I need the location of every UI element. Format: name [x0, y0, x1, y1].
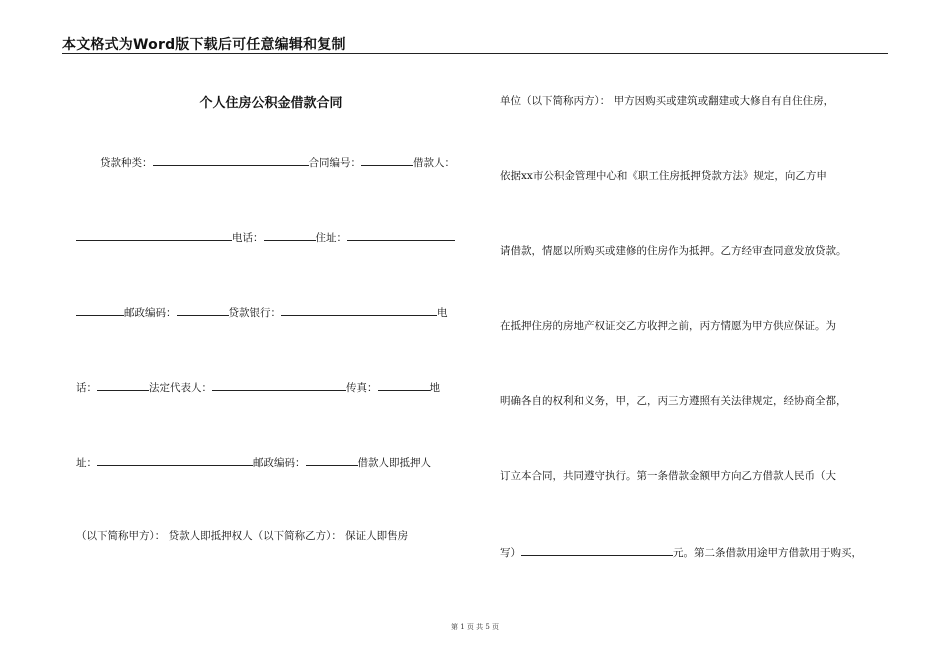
- blank-fax[interactable]: [378, 379, 430, 391]
- left-line-5: [76, 454, 431, 470]
- right-line-1: 单位（以下简称丙方）： 甲方因购买或建筑或翻建或大修自有自住住房，: [500, 95, 835, 107]
- left-line-2: [76, 229, 455, 245]
- page-header: 本文格式为Word版下载后可任意编辑和复制: [62, 37, 346, 53]
- document-title: 个人住房公积金借款合同: [199, 96, 343, 111]
- left-line-1: [100, 154, 455, 170]
- blank-borrower[interactable]: [76, 229, 232, 241]
- label-lending-bank: 贷款银行：: [228, 307, 281, 319]
- label-addr-part2: 址：: [76, 457, 97, 469]
- blank-bank-postcode[interactable]: [306, 454, 358, 466]
- blank-phone[interactable]: [264, 229, 316, 241]
- left-line-4: [76, 379, 440, 395]
- blank-loan-type[interactable]: [153, 154, 309, 166]
- header-divider: [62, 53, 888, 54]
- right-line-4: 在抵押住房的房地产权证交乙方收押之前，丙方情愿为甲方供应保证。为: [500, 320, 836, 332]
- label-phone: 电话：: [232, 232, 264, 244]
- right-line-5: 明确各自的权利和义务，甲，乙，丙三方遵照有关法律规定，经协商全都，: [500, 395, 847, 407]
- blank-address-cont[interactable]: [76, 304, 124, 316]
- left-line-6: （以下简称甲方）： 贷款人即抵押权人（以下简称乙方）： 保证人即售房: [76, 530, 409, 542]
- left-line-3: [76, 304, 448, 320]
- label-tel-part2: 话：: [76, 382, 97, 394]
- label-fax: 传真：: [346, 382, 378, 394]
- blank-postcode[interactable]: [177, 304, 229, 316]
- right-line-7: [500, 544, 862, 560]
- label-contract-no: 合同编号：: [308, 157, 361, 169]
- blank-legal-rep[interactable]: [212, 379, 346, 391]
- label-legal-rep: 法定代表人：: [149, 382, 212, 394]
- right-line-3: 请借款，情愿以所购买或建修的住房作为抵押。乙方经审查同意发放贷款。: [500, 245, 847, 257]
- page-footer: 第 1 页 共 5 页: [450, 623, 500, 631]
- blank-bank-address[interactable]: [97, 454, 253, 466]
- label-loan-type: 贷款种类：: [100, 157, 153, 169]
- label-loan-purpose: 元。第二条借款用途甲方借款用于购买，: [673, 547, 862, 559]
- blank-loan-amount[interactable]: [521, 544, 673, 556]
- label-uppercase-amount: 写）: [500, 547, 521, 559]
- right-line-2: 依据xx市公积金管理中心和《职工住房抵押贷款方法》规定，向乙方申: [500, 170, 827, 182]
- blank-address[interactable]: [347, 229, 455, 241]
- blank-lending-bank[interactable]: [281, 304, 437, 316]
- label-address: 住址：: [315, 232, 347, 244]
- blank-bank-tel[interactable]: [97, 379, 149, 391]
- label-mortgagor: 借款人即抵押人: [357, 457, 431, 469]
- label-borrower: 借款人：: [413, 157, 455, 169]
- blank-contract-no[interactable]: [361, 154, 413, 166]
- right-line-6: 订立本合同，共同遵守执行。第一条借款金额甲方向乙方借款人民币（大: [500, 470, 836, 482]
- label-postcode: 邮政编码：: [124, 307, 177, 319]
- label-bank-postcode: 邮政编码：: [253, 457, 306, 469]
- label-addr-part1: 地: [429, 382, 440, 394]
- label-tel-part1: 电: [437, 307, 448, 319]
